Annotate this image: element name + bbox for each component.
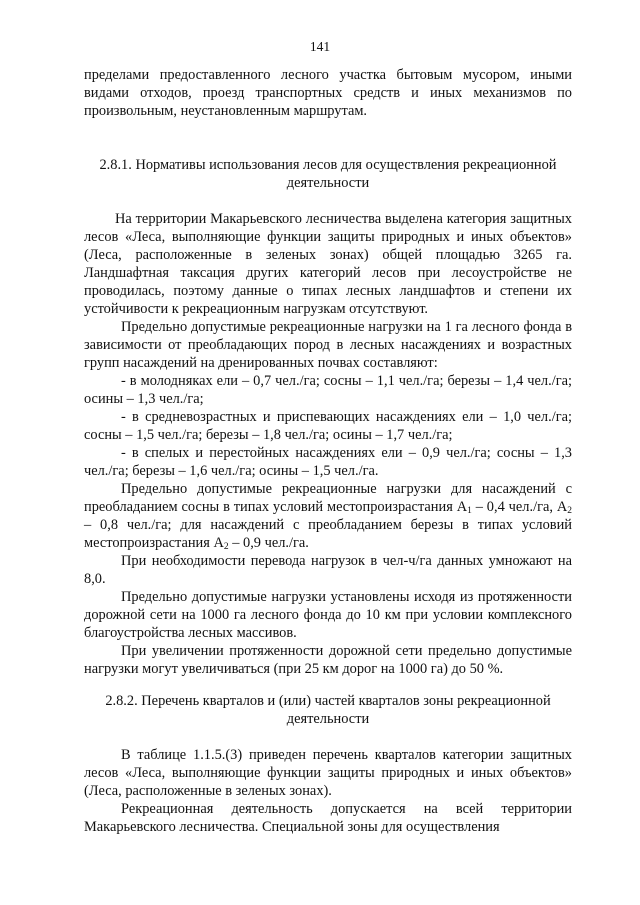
section-heading-2-8-1: 2.8.1. Нормативы использования лесов для осуществления рекреационной деятельности [99, 157, 557, 191]
intro-paragraph: пределами предоставленного лесного участка бытовым мусором, иными видами отходов, проезд транспортных средств и иных механизмов по произвольным, неустановленным маршрутам. [84, 67, 572, 119]
paragraph-table-reference: В таблице 1.1.5.(3) приведен перечень кварталов категории защитных лесов «Леса, выполняющие функции защиты природных и иных объектов» (Леса, расположенные в зеленых зонах). [84, 747, 572, 799]
paragraph-young-stands: - в молодняках ели – 0,7 чел./га; сосны – 1,1 чел./га; березы – 1,4 чел./га; осины – 1,3 чел./га; [84, 373, 572, 407]
section-2-8-2-body [84, 746, 572, 836]
section-2-8-1 [84, 156, 572, 192]
paragraph-mature-stands: - в спелых и перестойных насаждениях ели – 0,9 чел./га; сосны – 1,3 чел./га; березы – 1,6 чел./га; осины – 1,5 чел./га. [84, 445, 572, 479]
paragraph-recreation-allowed: Рекреационная деятельность допускается на всей территории Макарьевского лесничества. Специальной зоны для осуществления [84, 801, 572, 835]
paragraph-loads-intro: Предельно допустимые рекреационные нагрузки на 1 га лесного фонда в зависимости от преобладающих пород в лесных насаждениях и возрастных групп насаждений на дренированных почвах составляют: [84, 319, 572, 371]
section-2-8-2 [84, 692, 572, 728]
paragraph-middle-aged-stands: - в средневозрастных и приспевающих насаждениях ели – 1,0 чел./га; сосны – 1,5 чел./га; березы – 1,8 чел./га; осины – 1,7 чел./га; [84, 409, 572, 443]
paragraph-road-network: Предельно допустимые нагрузки установлены исходя из протяженности дорожной сети на 1000 га лесного фонда до 10 км при условии комплексного благоустройства лесных массивов. [84, 589, 572, 641]
intro-block [84, 66, 572, 120]
paragraph-conversion: При необходимости перевода нагрузок в чел-ч/га данных умножают на 8,0. [84, 553, 572, 587]
paragraph-territory: На территории Макарьевского лесничества выделена категория защитных лесов «Леса, выполняющие функции защиты природных и иных объектов» (Леса, расположенные в зеленых зонах) общей площадью 3265 га. Ландшафтная таксация других категорий лесов при лесоустройстве не проводилась, поэтому данные о типах лесных ландшафтов и степени их устойчивости к рекреационным нагрузкам отсутствуют. [84, 211, 572, 317]
page-number: 141 [309, 39, 331, 54]
section-heading-2-8-2: 2.8.2. Перечень кварталов и (или) частей кварталов зоны рекреационной деятельности [105, 693, 551, 727]
paragraph-road-increase: При увеличении протяженности дорожной сети предельно допустимые нагрузки могут увеличиваться (при 25 км дорог на 1000 га) до 50 %. [84, 643, 572, 677]
paragraph-pine-birch-loads: Предельно допустимые рекреационные нагрузки для насаждений с преобладанием сосны в типах условий местопроизрастания $А_1 - 0,4$ чел./га, $А_2 - 0,8$ чел./га; для насаждений с преобладанием березы в типах условий местопроизрастания $А_2 - 0,9$ чел./га. [84, 481, 572, 552]
section-2-8-1-body [84, 210, 572, 678]
